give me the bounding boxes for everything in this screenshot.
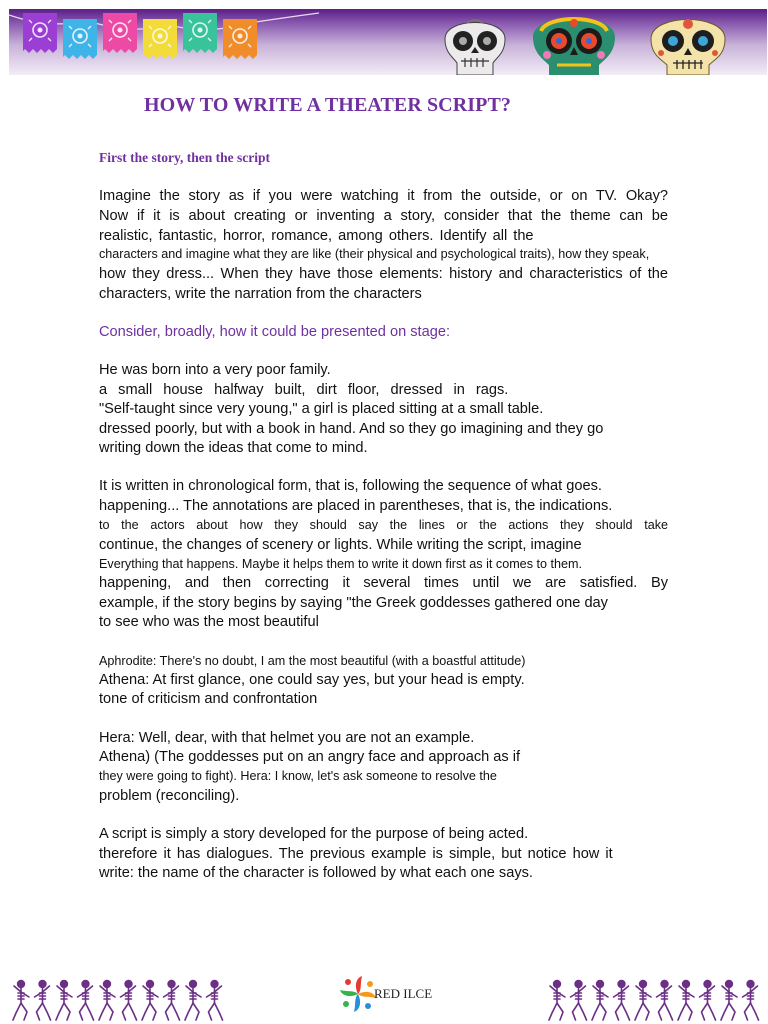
body-line: A script is simply a story developed for the purpose of being acted. — [99, 826, 529, 842]
papel-picado-flag-icon — [21, 13, 59, 57]
body-line: write: the name of the character is followed by what each one says. — [99, 865, 533, 881]
page-title: HOW TO WRITE A THEATER SCRIPT? — [144, 94, 512, 116]
body-line: writing down the ideas that come to mind. — [99, 440, 368, 456]
body-line: a small house halfway built, dirt floor, dressed in rags. — [99, 382, 509, 398]
dialogue-line: they were going to fight). Hera: I know, let's ask someone to resolve the — [99, 769, 497, 783]
body-line: dressed poorly, but with a book in hand. And so they go imagining and they go — [99, 421, 604, 437]
dialogue-line: problem (reconciling). — [99, 788, 240, 804]
body-line: He was born into a very poor family. — [99, 362, 331, 378]
colorful-sugar-skull-icon — [527, 9, 621, 75]
logo-text: RED ILCE — [374, 986, 433, 1001]
section-subtitle: First the story, then the script — [99, 150, 270, 165]
yellow-sugar-skull-icon — [643, 9, 733, 75]
papel-picado-flag-icon — [141, 19, 179, 63]
white-sugar-skull-icon — [437, 9, 513, 75]
dialogue-line: Aphrodite: There's no doubt, I am the most beautiful (with a boastful attitude) — [99, 654, 526, 668]
body-line: happening, and then correcting it several times until we are satisfied. By — [99, 575, 668, 591]
body-line: characters and imagine what they are like (their physical and psychological traits), how they speak, — [99, 247, 650, 261]
dialogue-line: Athena: At first glance, one could say yes, but your head is empty. — [99, 672, 525, 688]
papel-picado-flag-icon — [181, 13, 219, 57]
body-line: realistic, fantastic, horror, romance, among others. Identify all the — [99, 228, 534, 244]
dialogue-line: tone of criticism and confrontation — [99, 691, 318, 707]
dialogue-line: Hera: Well, dear, with that helmet you are not an example. — [99, 730, 475, 746]
papel-picado-flag-icon — [101, 13, 139, 57]
body-line: how they dress... When they have those elements: history and characteristics of the — [99, 266, 668, 282]
dancing-skeletons-left-icon — [10, 976, 232, 1022]
red-ilce-logo-icon — [338, 974, 378, 1014]
body-line: therefore it has dialogues. The previous example is simple, but notice how it — [99, 846, 613, 862]
dancing-skeletons-right-icon — [546, 976, 768, 1022]
header-banner — [9, 9, 767, 75]
stage-heading: Consider, broadly, how it could be presented on stage: — [99, 324, 451, 340]
papel-picado-flag-icon — [61, 19, 99, 63]
body-line: to see who was the most beautiful — [99, 614, 319, 630]
dialogue-line: Athena) (The goddesses put on an angry face and approach as if — [99, 749, 521, 765]
body-line: Imagine the story as if you were watching it from the outside, or on TV. Okay? — [99, 188, 668, 204]
body-line: Everything that happens. Maybe it helps them to write it down first as it comes to them. — [99, 557, 582, 571]
body-line: to the actors about how they should say the lines or the actions they should take — [99, 518, 668, 532]
papel-picado-flag-icon — [221, 19, 259, 63]
body-line: characters, write the narration from the characters — [99, 286, 422, 302]
body-line: Now if it is about creating or inventing a story, consider that the theme can be — [99, 208, 668, 224]
body-line: example, if the story begins by saying "the Greek goddesses gathered one day — [99, 595, 608, 611]
body-line: happening... The annotations are placed in parentheses, that is, the indications. — [99, 498, 613, 514]
body-line: It is written in chronological form, that is, following the sequence of what goes. — [99, 478, 602, 494]
body-line: continue, the changes of scenery or lights. While writing the script, imagine — [99, 537, 582, 553]
body-line: "Self-taught since very young," a girl is placed sitting at a small table. — [99, 401, 544, 417]
